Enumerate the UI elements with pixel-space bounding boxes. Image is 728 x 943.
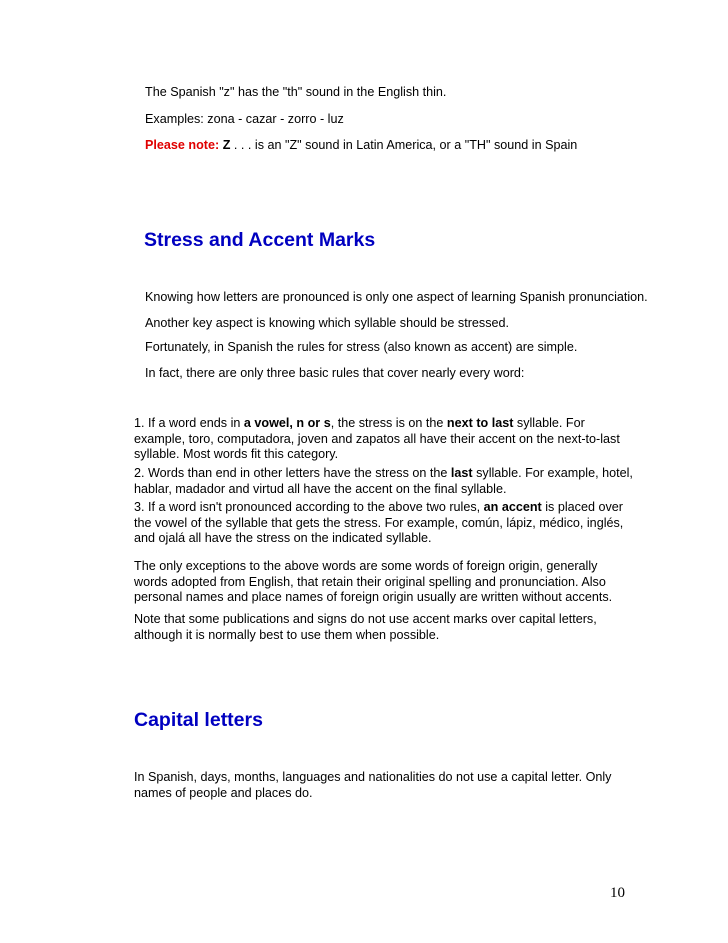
stress-heading: Stress and Accent Marks bbox=[144, 229, 376, 251]
rule-1-bold-endings: a vowel, n or s bbox=[243, 416, 331, 430]
rule-3 bbox=[134, 500, 634, 547]
rule-1-text-c: , the stress is on the bbox=[330, 416, 447, 430]
note-letter: Z bbox=[222, 138, 231, 152]
z-examples-line: Examples: zona - cazar - zorro - luz bbox=[145, 112, 344, 126]
stress-intro-1: Knowing how letters are pronounced is only one aspect of learning Spanish pronunciation. bbox=[145, 290, 648, 304]
rule-3-text-c: is placed over the vowel of the syllable that gets the stress. For example, común, lápiz, médico, inglés, and ojalá all have the stress on the indicated syllable. bbox=[134, 500, 624, 545]
rule-3-bold-accent: an accent bbox=[483, 500, 542, 514]
capital-letters-text: In Spanish, days, months, languages and nationalities do not use a capital letter. Only names of people and places do. bbox=[134, 770, 612, 800]
rule-2-text-c: syllable. For example, hotel, hablar, madador and virtud all have the accent on the final syllable. bbox=[134, 466, 633, 496]
exceptions-paragraph: The only exceptions to the above words are some words of foreign origin, generally words adopted from English, that retain their original spelling and pronunciation. Also personal names and place names of foreign origin usually are written without accents. bbox=[134, 559, 613, 604]
z-note-line bbox=[145, 138, 577, 153]
rule-2-text-a: 2. Words than end in other letters have the stress on the bbox=[134, 466, 451, 480]
please-note-label: Please note: bbox=[145, 138, 220, 152]
stress-intro-4: In fact, there are only three basic rules that cover nearly every word: bbox=[145, 366, 525, 380]
rule-1 bbox=[134, 416, 634, 463]
capital-letters-heading: Capital letters bbox=[134, 709, 263, 731]
rule-2 bbox=[134, 466, 634, 497]
z-sound-line: The Spanish "z" has the "th" sound in the English thin. bbox=[145, 85, 447, 99]
rule-1-bold-next-to-last: next to last bbox=[446, 416, 514, 430]
rule-1-text-e: syllable. For example, toro, computadora, joven and zapatos all have their accent on the next-to-last syllable. Most words fit this category. bbox=[134, 416, 620, 461]
rule-2-bold-last: last bbox=[450, 466, 473, 480]
note-text: . . . is an "Z" sound in Latin America, or a "TH" sound in Spain bbox=[230, 138, 578, 152]
stress-intro-3: Fortunately, in Spanish the rules for stress (also known as accent) are simple. bbox=[145, 340, 578, 354]
rule-1-text-a: 1. If a word ends in bbox=[134, 416, 244, 430]
capitals-accent-note: Note that some publications and signs do not use accent marks over capital letters, although it is normally best to use them when possible. bbox=[134, 612, 597, 642]
rule-3-text-a: 3. If a word isn't pronounced according to the above two rules, bbox=[134, 500, 484, 514]
page-number: 10 bbox=[610, 885, 625, 901]
stress-intro-2: Another key aspect is knowing which syllable should be stressed. bbox=[145, 316, 510, 330]
